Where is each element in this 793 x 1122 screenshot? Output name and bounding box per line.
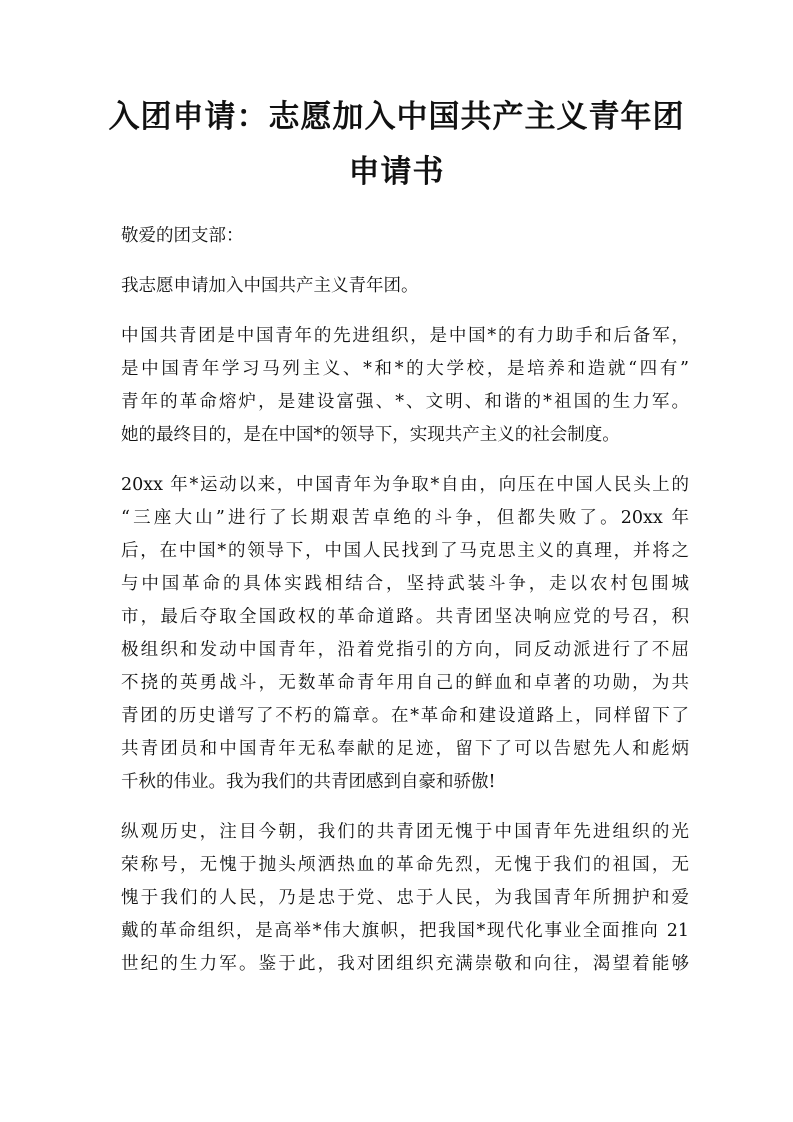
paragraph-line: 中国共青团是中国青年的先进组织，是中国*的有力助手和后备军， bbox=[121, 326, 689, 346]
paragraph-line: 荣称号，无愧于抛头颅洒热血的革命先烈，无愧于我们的祖国，无 bbox=[121, 855, 689, 875]
paragraph-1 bbox=[121, 270, 689, 303]
paragraph-4 bbox=[121, 816, 689, 981]
paragraph-line: 后，在中国*的领导下，中国人民找到了马克思主义的真理，并将之 bbox=[121, 541, 689, 561]
paragraph-line: 与中国革命的具体实践相结合，坚持武装斗争，走以农村包围城 bbox=[121, 574, 689, 594]
document-body bbox=[121, 220, 689, 998]
paragraph-line: 愧于我们的人民，乃是忠于党、忠于人民，为我国青年所拥护和爱 bbox=[121, 888, 689, 908]
paragraph-line: 我志愿申请加入中国共产主义青年团。 bbox=[121, 276, 419, 296]
paragraph-line: 青年的革命熔炉，是建设富强、*、文明、和谐的*祖国的生力军。 bbox=[121, 392, 689, 412]
paragraph-line: 她的最终目的，是在中国*的领导下，实现共产主义的社会制度。 bbox=[121, 425, 620, 445]
paragraph-line: 不挠的英勇战斗，无数革命青年用自己的鲜血和卓著的功勋，为共 bbox=[121, 673, 689, 693]
paragraph-line: 是中国青年学习马列主义、*和*的大学校，是培养和造就“四有” bbox=[121, 359, 689, 379]
salutation-line: 敬爱的团支部： bbox=[121, 226, 244, 246]
paragraph-line: 极组织和发动中国青年，沿着党指引的方向，同反动派进行了不屈 bbox=[121, 640, 689, 660]
paragraph-line: 青团的历史谱写了不朽的篇章。在*革命和建设道路上，同样留下了 bbox=[121, 706, 689, 726]
paragraph-line: 共青团员和中国青年无私奉献的足迹，留下了可以告慰先人和彪炳 bbox=[121, 739, 689, 759]
paragraph-line: 世纪的生力军。鉴于此，我对团组织充满崇敬和向往，渴望着能够 bbox=[121, 954, 689, 974]
salutation bbox=[121, 220, 689, 253]
paragraph-2 bbox=[121, 320, 689, 452]
paragraph-line: 戴的革命组织，是高举*伟大旗帜，把我国*现代化事业全面推向 21 bbox=[121, 921, 689, 941]
paragraph-line: 纵观历史，注目今朝，我们的共青团无愧于中国青年先进组织的光 bbox=[121, 822, 689, 842]
paragraph-line: 千秋的伟业。我为我们的共青团感到自豪和骄傲! bbox=[121, 772, 496, 792]
document-title-line-1: 入团申请：志愿加入中国共产主义青年团 bbox=[108, 99, 685, 135]
paragraph-line: 20xx 年*运动以来，中国青年为争取*自由，向压在中国人民头上的 bbox=[121, 475, 689, 495]
paragraph-line: 市，最后夺取全国政权的革命道路。共青团坚决响应党的号召，积 bbox=[121, 607, 689, 627]
document-title-line-2: 申请书 bbox=[348, 154, 445, 190]
paragraph-3 bbox=[121, 469, 689, 799]
paragraph-line: “三座大山”进行了长期艰苦卓绝的斗争，但都失败了。20xx 年 bbox=[121, 508, 689, 528]
